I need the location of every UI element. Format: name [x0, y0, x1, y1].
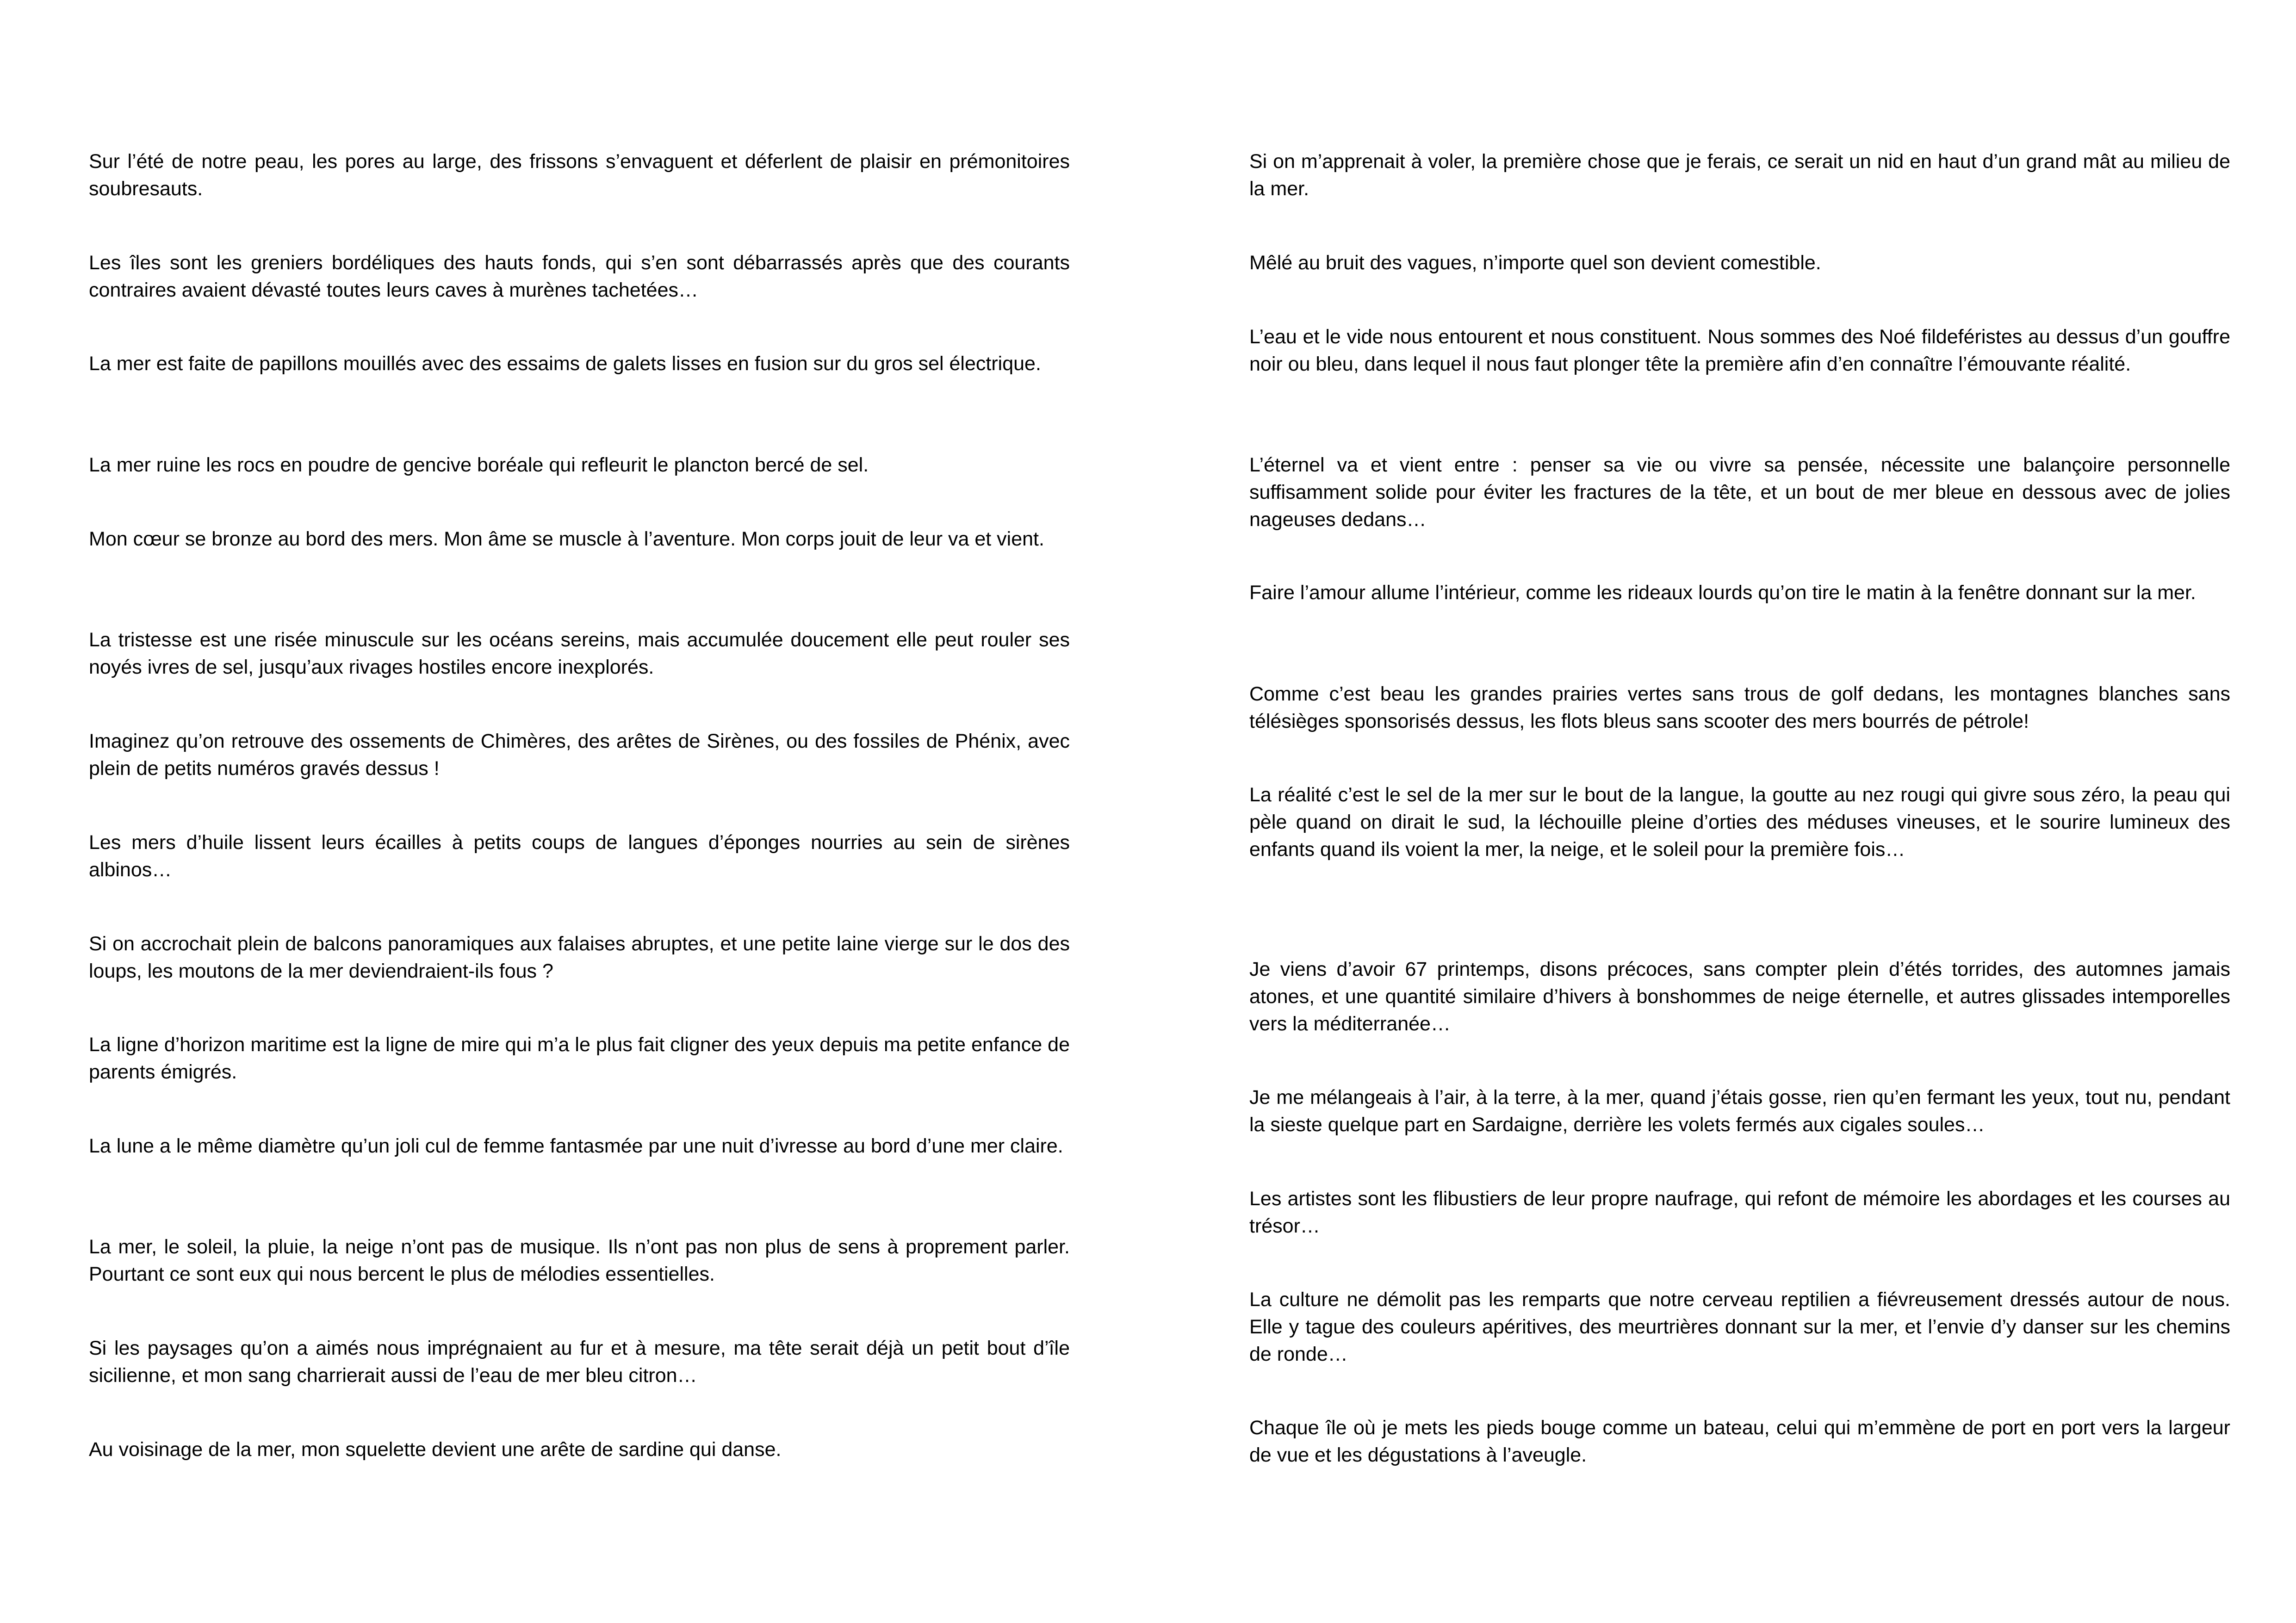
paragraph: Je me mélangeais à l’air, à la terre, à la mer, quand j’étais gosse, rien qu’en fermant les yeux, tout nu, pendant la sieste quelque part en Sardaigne, derrière les volets fermés aux cigales soules…: [1249, 1086, 2230, 1136]
paragraph: Sur l’été de notre peau, les pores au large, des frissons s’envaguent et déferlent de plaisir en prémonitoires soubresauts.: [89, 150, 1070, 200]
paragraph: Si les paysages qu’on a aimés nous imprégnaient au fur et à mesure, ma tête serait déjà un petit bout d’île sicilienne, et mon sang charrierait aussi de l’eau de mer bleu citron…: [89, 1337, 1070, 1387]
paragraph: Faire l’amour allume l’intérieur, comme les rideaux lourds qu’on tire le matin à la fenêtre donnant sur la mer.: [1249, 582, 2196, 604]
paragraph: La mer, le soleil, la pluie, la neige n’ont pas de musique. Ils n’ont pas non plus de sens à proprement parler. Pourtant ce sont eux qui nous bercent le plus de mélodies essentielles.: [89, 1236, 1070, 1285]
paragraph: La réalité c’est le sel de la mer sur le bout de la langue, la goutte au nez rougi qui givre sous zéro, la peau qui pèle quand on dirait le sud, la léchouille pleine d’orties des méduses vineuses, et le sourire lumineux des enfants quand ils voient la mer, la neige, et le soleil pour la première fois…: [1249, 784, 2230, 861]
paragraph: L’eau et le vide nous entourent et nous constituent. Nous sommes des Noé fildeféristes au dessus d’un gouffre noir ou bleu, dans lequel il nous faut plonger tête la première afin d’en connaître l’émouvante réalité.: [1249, 326, 2230, 375]
paragraph: Les îles sont les greniers bordéliques des hauts fonds, qui s’en sont débarrassés après que des courants contraires avaient dévasté toutes leurs caves à murènes tachetées…: [89, 252, 1070, 301]
paragraph: Comme c’est beau les grandes prairies vertes sans trous de golf dedans, les montagnes blanches sans télésièges sponsorisés dessus, les flots bleus sans scooter des mers bourrés de pétrole!: [1249, 683, 2230, 732]
paragraph: La culture ne démolit pas les remparts que notre cerveau reptilien a fiévreusement dressés autour de nous. Elle y tague des couleurs apéritives, des meurtrières donnant sur la mer, et l’envie d’y danser sur les chemins de ronde…: [1249, 1288, 2230, 1365]
paragraph: L’éternel va et vient entre : penser sa vie ou vivre sa pensée, nécessite une balançoire personnelle suffisamment solide pour éviter les fractures de la tête, et un bout de mer bleue en dessous avec de jolies nageuses dedans…: [1249, 454, 2230, 531]
paragraph: La lune a le même diamètre qu’un joli cul de femme fantasmée par une nuit d’ivresse au bord d’une mer claire.: [89, 1135, 1063, 1157]
paragraph: Imaginez qu’on retrouve des ossements de Chimères, des arêtes de Sirènes, ou des fossiles de Phénix, avec plein de petits numéros gravés dessus !: [89, 730, 1070, 780]
paragraph: La mer ruine les rocs en poudre de gencive boréale qui refleurit le plancton bercé de sel.: [89, 454, 869, 476]
paragraph: Les artistes sont les flibustiers de leur propre naufrage, qui refont de mémoire les abordages et les courses au trésor…: [1249, 1188, 2230, 1237]
paragraph: Si on accrochait plein de balcons panoramiques aux falaises abruptes, et une petite laine vierge sur le dos des loups, les moutons de la mer deviendraient-ils fous ?: [89, 933, 1070, 982]
paragraph: Je viens d’avoir 67 printemps, disons précoces, sans compter plein d’étés torrides, des automnes jamais atones, et une quantité similaire d’hivers à bonshommes de neige éternelle, et autres glissades intemporelles vers la méditerranée…: [1249, 958, 2230, 1035]
paragraph: Si on m’apprenait à voler, la première chose que je ferais, ce serait un nid en haut d’un grand mât au milieu de la mer.: [1249, 150, 2230, 200]
paragraph: Chaque île où je mets les pieds bouge comme un bateau, celui qui m’emmène de port en port vers la largeur de vue et les dégustations à l’aveugle.: [1249, 1417, 2230, 1466]
paragraph: La ligne d’horizon maritime est la ligne de mire qui m’a le plus fait cligner des yeux depuis ma petite enfance de parents émigrés.: [89, 1034, 1070, 1083]
paragraph: Les mers d’huile lissent leurs écailles à petits coups de langues d’éponges nourries au sein de sirènes albinos…: [89, 831, 1070, 881]
paragraph: Au voisinage de la mer, mon squelette devient une arête de sardine qui danse.: [89, 1438, 782, 1461]
paragraph: Mon cœur se bronze au bord des mers. Mon âme se muscle à l’aventure. Mon corps jouit de leur va et vient.: [89, 528, 1044, 550]
paragraph: Mêlé au bruit des vagues, n’importe quel son devient comestible.: [1249, 252, 1821, 274]
paragraph: La tristesse est une risée minuscule sur les océans sereins, mais accumulée doucement elle peut rouler ses noyés ivres de sel, jusqu’aux rivages hostiles encore inexplorés.: [89, 629, 1070, 678]
paragraph: La mer est faite de papillons mouillés avec des essaims de galets lisses en fusion sur du gros sel électrique.: [89, 353, 1041, 375]
